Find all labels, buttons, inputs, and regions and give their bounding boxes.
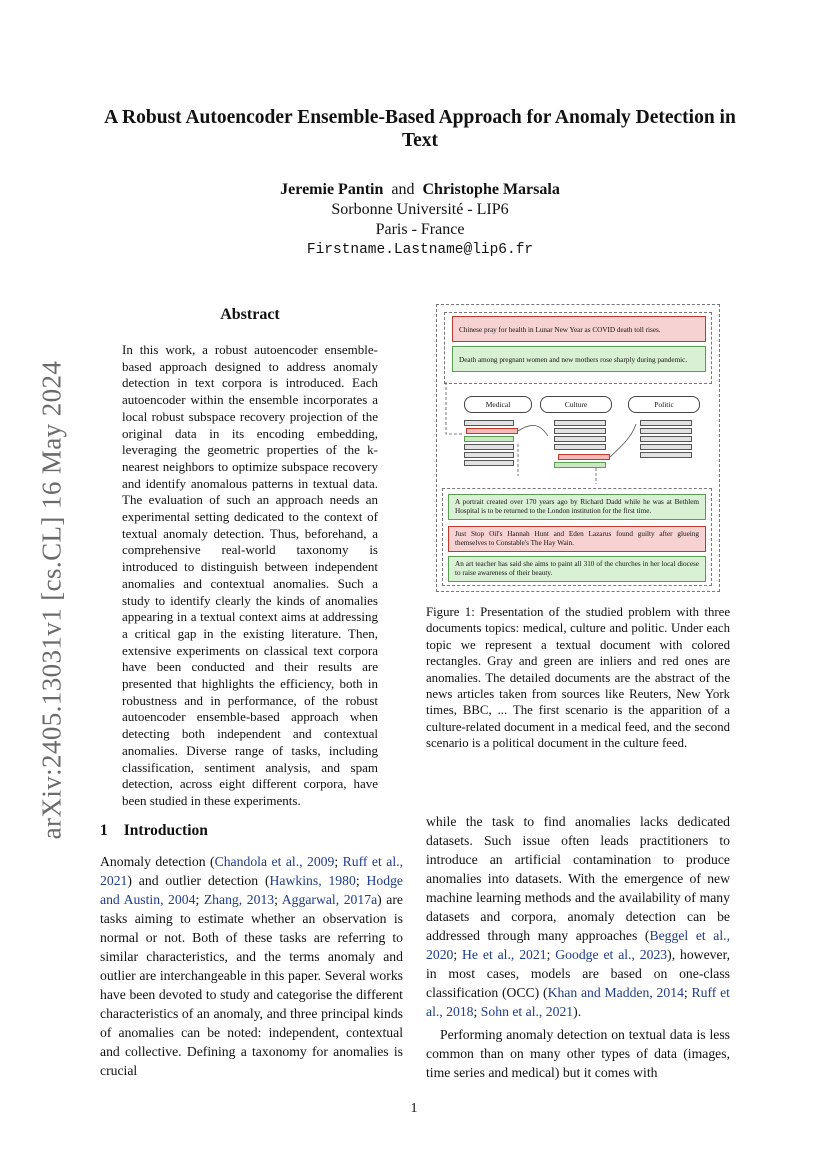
citation-link[interactable]: Beggel et al., 2020 — [426, 928, 731, 962]
section-title: Introduction — [123, 822, 208, 839]
location: Paris - France — [375, 221, 465, 238]
page-number: 1 — [410, 1101, 418, 1116]
document-inlier: Death among pregnant women and new mothers rose sharply during pandemic. — [452, 346, 706, 372]
section-heading — [100, 822, 224, 840]
body-left-column: Anomaly detection (Chandola et al., 2009; Ruff et al., 2021) and outlier detection (Hawkins, 1980; Hodge and Austin, 2004; Zhang, 2013; Aggarwal, 2017a) are tasks aiming to estimate whether an observation is normal or not. Both of these tasks are referring to similar characteristics, and the terms anomaly and outlier are interchangeable in this paper. Several works have been devoted to study and categorise the different characteristics of an anomaly, and three principal kinds of anomalies can be noted: independent, contextual and collective. Defining a taxonomy for anomalies is crucial — [100, 854, 403, 1078]
figure-caption: Figure 1: Presentation of the studied problem with three documents topics: medical, culture and politic. Under each topic we represent a textual document with colored rectangles. Gray and green are inliers and red ones are anomalies. The detailed documents are the abstract of the news articles taken from sources like Reuters, New York times, BBC, ... The first scenario is the apparition of a culture-related document in a medical feed, and the second scenario is a political document in the culture feed. — [426, 605, 730, 751]
topic-medical: Medical — [464, 396, 532, 413]
document-inlier: An art teacher has said she aims to paint all 310 of the churches in her local diocese to raise awareness of their beauty. — [448, 556, 706, 582]
citation-link[interactable]: Zhang, 2013 — [203, 892, 275, 907]
author-name: Christophe Marsala — [422, 181, 560, 198]
email: Firstname.Lastname@lip6.fr — [306, 242, 534, 258]
abstract-text: In this work, a robust autoencoder ensemble-based approach designed to address anomaly detection in text corpora is introduced. Each autoencoder within the ensemble incorporates a local robust subspace recovery projection of the original data in its encoding embedding, leveraging the geometric properties of the k-nearest neighbors to optimize subspace recovery and identify anomalous patterns in textual data. The evaluation of such an approach needs an experimental setting dedicated to the context of textual anomaly detection. Thus, beforehand, a comprehensive real-world taxonomy is introduced to distinguish between independent anomalies and contextual anomalies. Such a study to identify clearly the kinds of anomalies appearing in a textual context aims at addressing a critical gap in the existing literature. Then, extensive experiments on classical text corpora have been conducted and their results are presented that highlights the efficiency, both in robustness and in performance, of the robust autoencoder ensemble-based approach when detecting both independent and contextual anomalies. Diverse range of tasks, including classification, sentiment analysis, and spam detection, across eight different corpora, have been studied in these experiments. — [122, 342, 378, 808]
body-right-column — [426, 812, 730, 1082]
paragraph: Performing anomaly detection on textual data is less common than on many other types of data (images, time series and medical) but it comes with — [426, 1027, 730, 1080]
citation-link[interactable]: Sohn et al., 2021 — [480, 1004, 574, 1019]
topic-politic: Politic — [628, 396, 700, 413]
citation-link[interactable]: Khan and Madden, 2014 — [547, 985, 684, 1000]
citation-link[interactable]: Ruff et al., 2018 — [426, 985, 730, 1019]
document-inlier: A portrait created over 170 years ago by Richard Dadd while he was at Bethlem Hospital is to be returned to the London institution for the first time. — [448, 494, 706, 520]
arxiv-identifier: arXiv:2405.13031v1 [cs.CL] 16 May 2024 — [36, 360, 67, 840]
citation-link[interactable]: Chandola et al., 2009 — [214, 854, 335, 869]
author-conjunction: and — [391, 181, 415, 198]
document-anomaly: Just Stop Oil's Hannah Hunt and Eden Lazarus found guilty after glueing themselves to Constable's The Hay Wain. — [448, 526, 706, 552]
citation-link[interactable]: Ruff et al., 2021 — [100, 854, 403, 888]
paper-title: A Robust Autoencoder Ensemble-Based Approach for Anomaly Detection in Text — [104, 107, 736, 151]
section-number: 1 — [100, 822, 108, 839]
author-name: Jeremie Pantin — [280, 181, 384, 198]
author-block — [120, 180, 720, 260]
citation-link[interactable]: Hodge and Austin, 2004 — [100, 873, 403, 907]
citation-link[interactable]: He et al., 2021 — [462, 947, 547, 962]
paragraph: while the task to find anomalies lacks dedicated datasets. Such issue often leads practitioners to introduce an artificial contamination to produce anomalies into datasets. With the emergence of new machine learning methods and the availability of many datasets and corpora, anomaly detection can be addressed through many approaches (Beggel et al., 2020; He et al., 2021; Goodge et al., 2023), however, in most cases, models are based on one-class classification (OCC) (Khan and Madden, 2014; Ruff et al., 2018; Sohn et al., 2021). — [426, 814, 731, 1019]
figure-1 — [436, 304, 720, 594]
citation-link[interactable]: Goodge et al., 2023 — [555, 947, 668, 962]
affiliation: Sorbonne Université - LIP6 — [331, 201, 509, 218]
document-anomaly: Chinese pray for health in Lunar New Year as COVID death toll rises. — [452, 316, 706, 342]
abstract-heading: Abstract — [220, 306, 280, 323]
topic-culture: Culture — [540, 396, 612, 413]
author-line — [120, 180, 720, 200]
citation-link[interactable]: Hawkins, 1980 — [269, 873, 356, 888]
citation-link[interactable]: Aggarwal, 2017a — [281, 892, 378, 907]
